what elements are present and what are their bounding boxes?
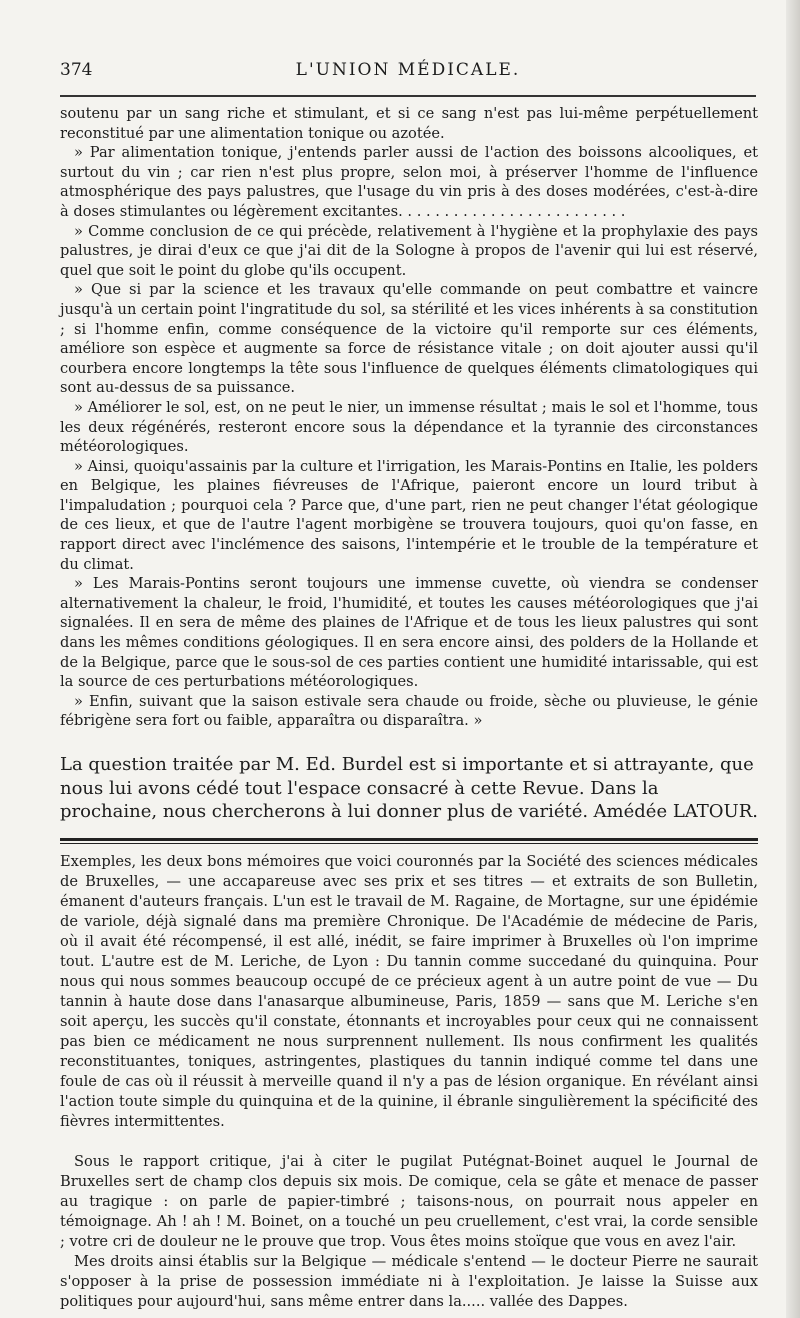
paragraph: Mes droits ainsi établis sur la Belgique — médicale s'entend — le docteur Pierre ne saurait s'opposer à la prise de possession immédiate ni à l'exploitation. Je laisse la Suisse aux politiques pour aujourd'hui, sans même entrer dans la..... vallée des Dappes.: [60, 1252, 758, 1310]
chronicle-section: [60, 852, 758, 1312]
paragraph: » Améliorer le sol, est, on ne peut le nier, un immense résultat ; mais le sol et l'homme, tous les deux régénérés, resteront encore sous la dépendance et la tyrannie des circonstances météorologiques.: [60, 398, 758, 456]
paragraph: » Comme conclusion de ce qui précède, relativement à l'hygiène et la prophylaxie des pays palustres, je dirai d'eux ce que j'ai dit de la Sologne à propos de l'avenir qui lui est réservé, quel que soit le point du globe qu'ils occupent.: [60, 222, 758, 279]
editor-note: [60, 753, 758, 824]
article-body: [60, 104, 758, 1312]
paragraph: » Par alimentation tonique, j'entends parler aussi de l'action des boissons alcooliques, et surtout du vin ; car rien n'est plus propre, selon moi, à préserver l'homme de l'influence atmosphérique des pays palustres, que l'usage du vin pris à des doses modérées, c'est-à-dire à doses stimulantes ou légèrement excitantes. . . . . . . . . . . . . . . . . . . . . . . . .: [60, 144, 758, 220]
paragraph: soutenu par un sang riche et stimulant, et si ce sang n'est pas lui-même perpétuellement reconstitué par une alimentation tonique ou azotée.: [60, 105, 758, 142]
header-rule: [60, 95, 756, 97]
editor-signature: Amédée LATOUR.: [593, 801, 758, 822]
paragraph: » Enfin, suivant que la saison estivale sera chaude ou froide, sèche ou pluvieuse, le génie fébrigène sera fort ou faible, apparaîtra ou disparaîtra. »: [60, 692, 758, 730]
paragraph: Exemples, les deux bons mémoires que voici couronnés par la Société des sciences médicales de Bruxelles, — une accapareuse avec ses prix et ses titres — et extraits de son Bulletin, émanent d'auteurs français. L'un est le travail de M. Ragaine, de Mortagne, sur une épidémie de variole, déjà signalé dans ma première Chronique. De l'Académie de médecine de Paris, où il avait été récompensé, il est allé, inédit, se faire imprimer à Bruxelles où l'on imprime tout. L'autre est de M. Leriche, de Lyon : Du tannin comme succedané du quinquina. Pour nous qui nous sommes beaucoup occupé de ce précieux agent à un autre point de vue — Du tannin à haute dose dans l'anasarque albumineuse, Paris, 1859 — sans que M. Leriche s'en soit aperçu, les succès qu'il constate, étonnants et incroyables pour ceux qui ne connaissent pas bien ce médicament ne nous surprennent nullement. Ils nous confirment les qualités reconstituantes, toniques, astringentes, plastiques du tannin indiqué comme tel dans une foule de cas où il réussit à merveille quand il n'y a pas de lésion organique. En révélant ainsi l'action toute simple du quinquina et de la quinine, il ébranle singulièrement la spécificité des fièvres intermittentes.: [60, 852, 758, 1130]
paragraph: Sous le rapport critique, j'ai à citer le pugilat Putégnat-Boinet auquel le Journal de Bruxelles sert de champ clos depuis six mois. De comique, cela se gâte et menace de passer au tragique : on parle de papier-timbré ; taisons-nous, on pourrait nous appeler en témoignage. Ah ! ah ! M. Boinet, on a touché un peu cruellement, c'est vrai, la corde sensible ; votre cri de douleur ne le prouve que trop. Vous êtes moins stoïque que vous en avez l'air.: [60, 1152, 758, 1250]
section-divider: [60, 838, 758, 844]
page-header: [60, 56, 756, 86]
running-title: L'UNION MÉDICALE.: [295, 60, 521, 80]
paragraph: » Les Marais-Pontins seront toujours une immense cuvette, où viendra se condenser alternativement la chaleur, le froid, l'humidité, et toutes les causes météorologiques que j'ai signalées. Il en sera de même des plaines de l'Afrique et de tous les lieux palustres qui sont dans les mêmes conditions géologiques. Il en sera encore ainsi, des polders de la Hollande et de la Belgique, parce que le sous-sol de ces parties contient une humidité intarissable, qui est la source de ces perturbations météorologiques.: [60, 575, 758, 691]
page-number: 374: [60, 60, 93, 80]
editor-note-text: La question traitée par M. Ed. Burdel est si importante et si attrayante, que nous lui avons cédé tout l'espace consacré à cette Revue. Dans la prochaine, nous chercherons à lui donner plus de variété.: [60, 754, 754, 822]
paragraph: » Que si par la science et les travaux qu'elle commande on peut combattre et vaincre jusqu'à un certain point l'ingratitude du sol, sa stérilité et les vices inhérents à sa constitution ; si l'homme enfin, comme conséquence de la victoire qu'il remporte sur ces éléments, améliore son espèce et augmente sa force de résistance vitale ; on doit ajouter aussi qu'il courbera encore longtemps la tête sous l'influence de quelques éléments climatologiques qui sont au-dessus de sa puissance.: [60, 281, 758, 397]
page-edge-shadow: [786, 0, 800, 1318]
paragraph: » Ainsi, quoiqu'assainis par la culture et l'irrigation, les Marais-Pontins en Italie, les polders en Belgique, les plaines fiévreuses de l'Afrique, paieront encore un lourd tribut à l'impaludation ; pourquoi cela ? Parce que, d'une part, rien ne peut changer l'état géologique de ces lieux, et que de l'autre l'agent morbigène se trouvera toujours, quoi qu'on fasse, en rapport direct avec l'inclémence des saisons, l'intempérie et le trouble de la température et du climat.: [60, 457, 758, 573]
